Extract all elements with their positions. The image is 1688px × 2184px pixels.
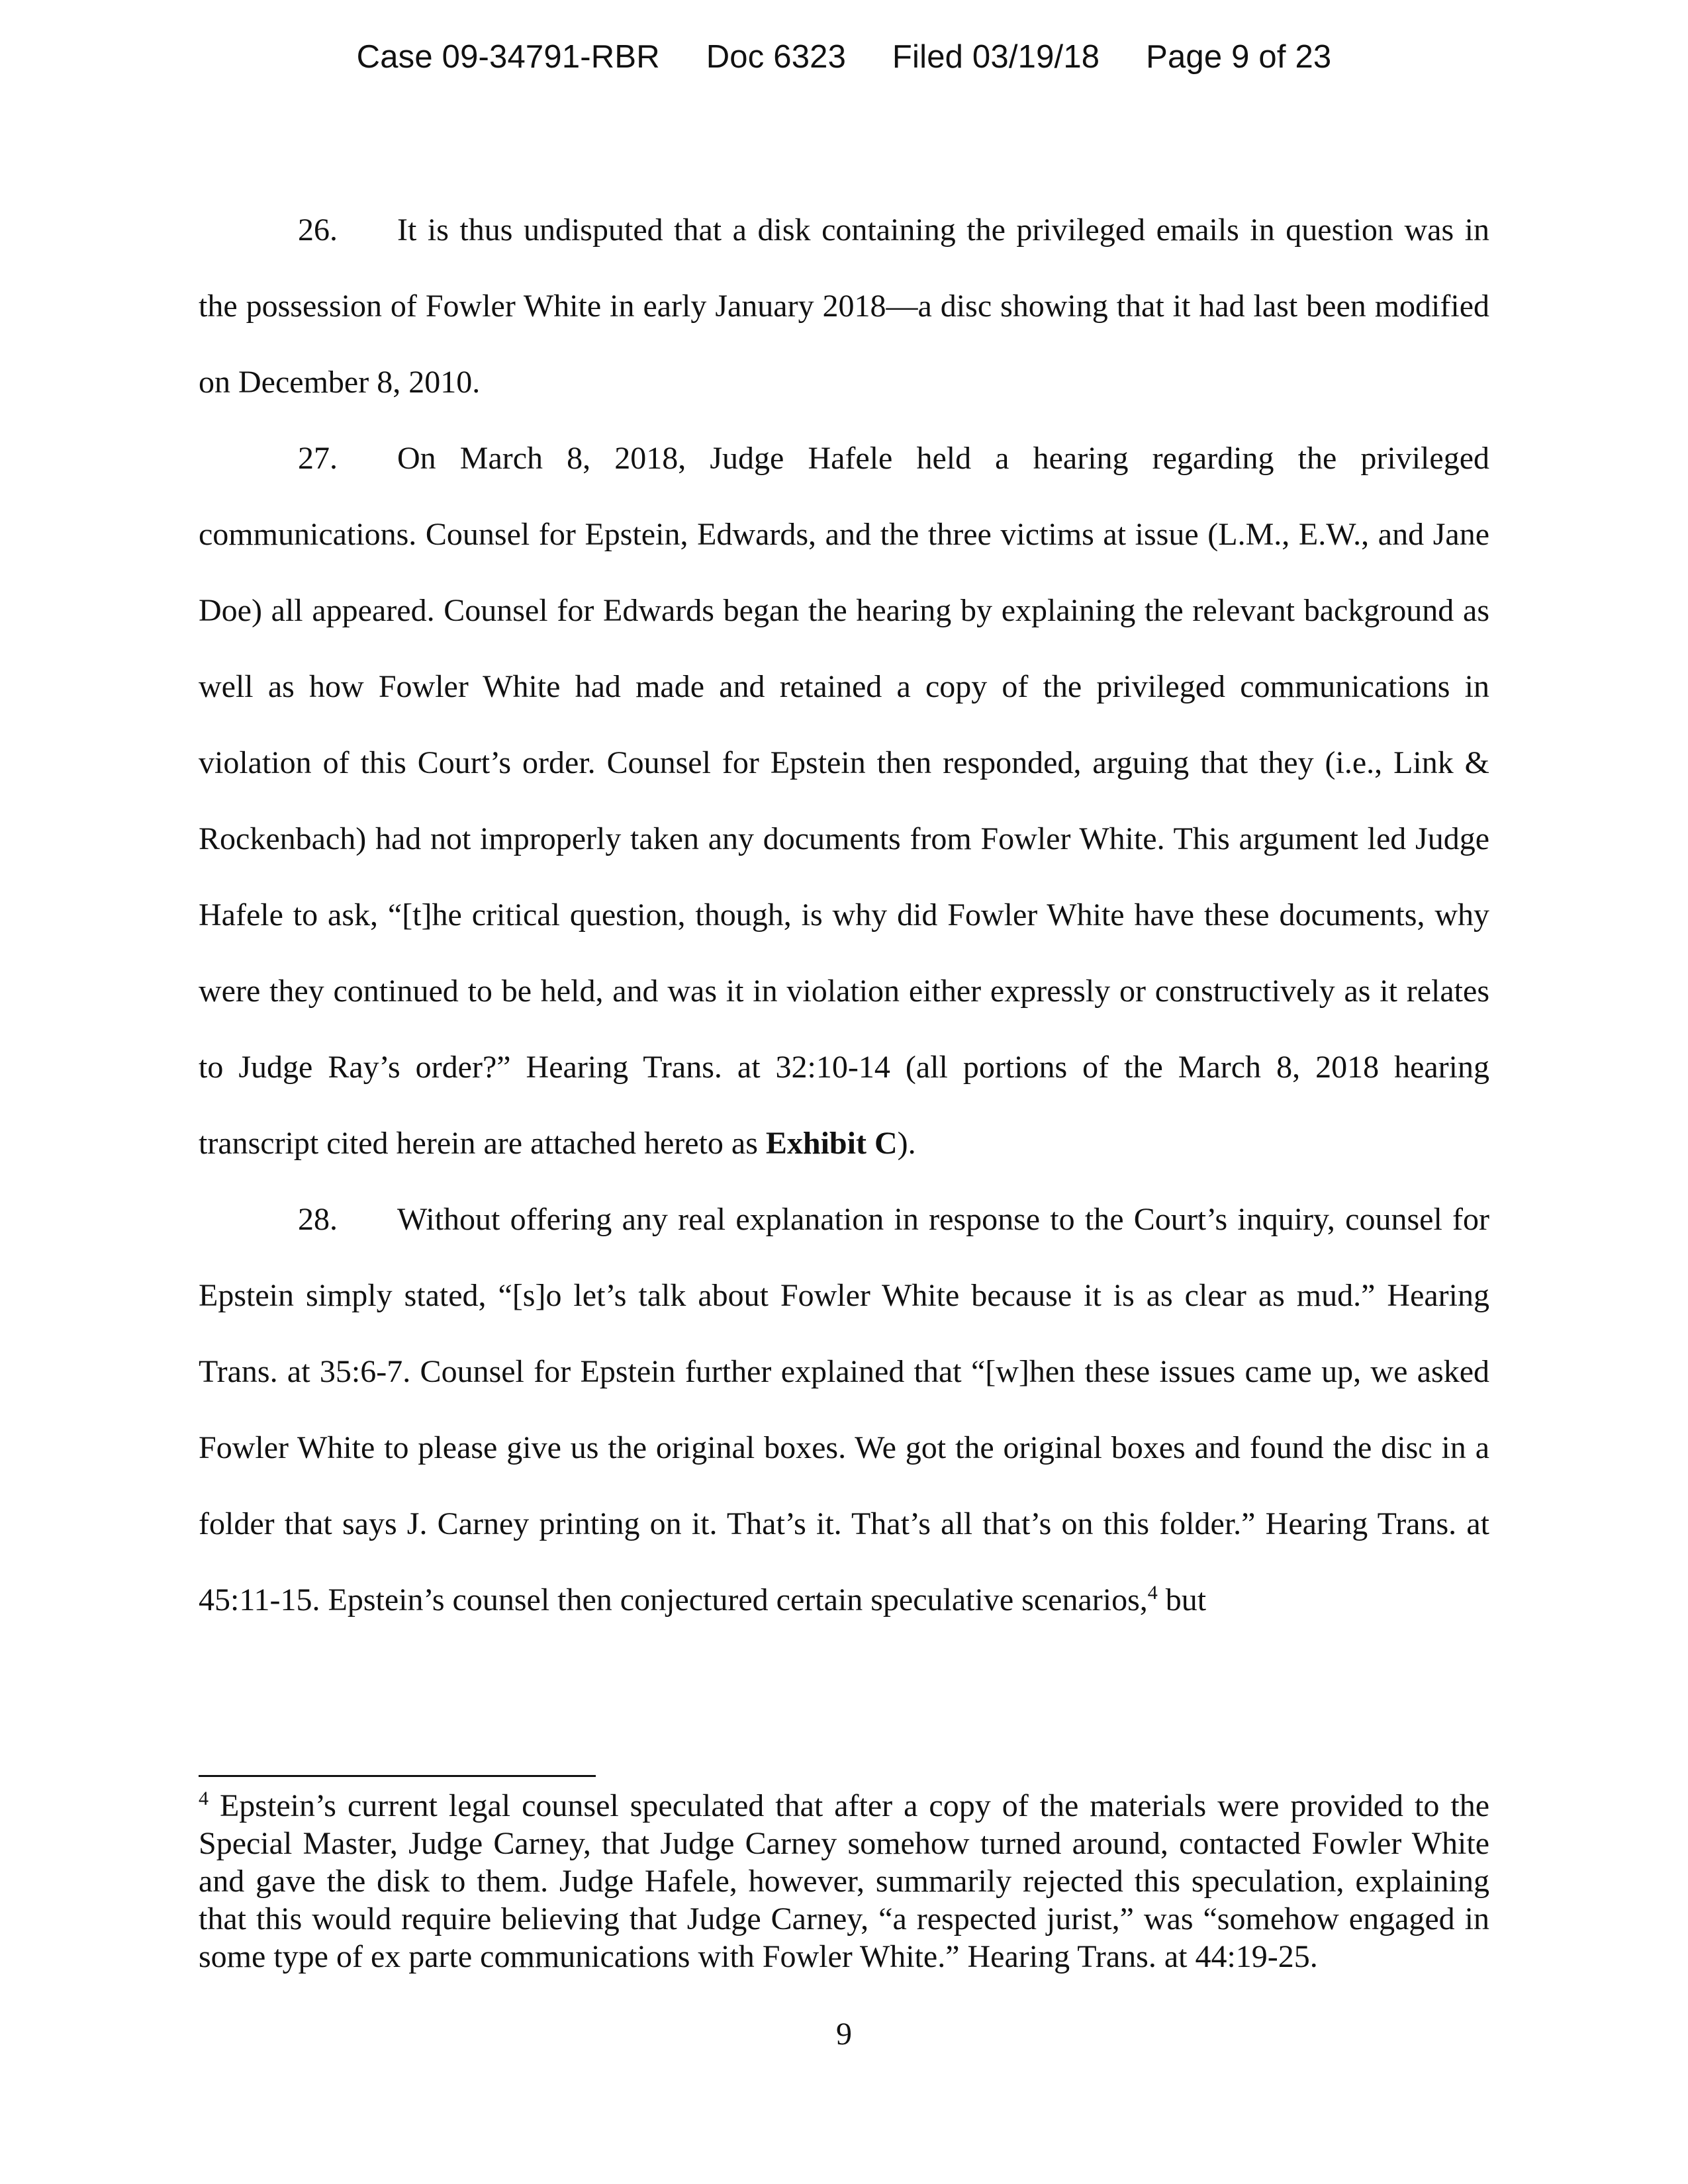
case-header xyxy=(0,38,1688,75)
paragraph-text: Without offering any real explanation in response to the Court’s inquiry, counsel for Epstein simply stated, “[s]o let’s talk about Fowler White because it is as clear as mud.” Hearing Trans. at 35:6-7. Counsel for Epstein further explained that “[w]hen these issues came up, we asked Fowler White to please give us the original boxes. We got the original boxes and found the disc in a folder that says J. Carney printing on it. That’s it. That’s all that’s on this folder.” Hearing Trans. at 45:11-15. Epstein’s counsel then conjectured certain speculative scenarios, xyxy=(199,1202,1489,1617)
paragraph-27 xyxy=(199,420,1489,1181)
filed-date: Filed 03/19/18 xyxy=(892,39,1100,75)
footnote-4 xyxy=(199,1787,1489,1976)
paragraph-text: It is thus undisputed that a disk containing the privileged emails in question was in the possession of Fowler White in early January 2018—a disc showing that it had last been modified on December 8, 2010. xyxy=(199,212,1489,400)
case-number: Case 09-34791-RBR xyxy=(356,39,660,75)
document-body xyxy=(199,192,1489,1638)
paragraph-text: On March 8, 2018, Judge Hafele held a hearing regarding the privileged communications. Counsel for Epstein, Edwards, and the three victims at issue (L.M., E.W., and Jane Doe) all appeared. Counsel for Edwards began the hearing by explaining the relevant background as well as how Fowler White had made and retained a copy of the privileged communications in violation of this Court’s order. Counsel for Epstein then responded, arguing that they (i.e., Link & Rockenbach) had not improperly taken any documents from Fowler White. This argument led Judge Hafele to ask, “[t]he critical question, though, is why did Fowler White have these documents, why were they continued to be held, and was it in violation either expressly or constructively as it relates to Judge Ray’s order?” Hearing Trans. at 32:10-14 (all portions of the March 8, 2018 hearing transcript cited herein are attached hereto as xyxy=(199,441,1489,1161)
paragraph-number: 27. xyxy=(298,441,338,476)
footnote-reference: 4 xyxy=(1147,1582,1158,1604)
paragraph-number: 26. xyxy=(298,212,338,248)
paragraph-28 xyxy=(199,1181,1489,1638)
footnote-separator xyxy=(199,1775,596,1777)
footnote-paragraph xyxy=(199,1787,1489,1976)
footnote-marker: 4 xyxy=(199,1788,209,1809)
footnote-text: Epstein’s current legal counsel speculated that after a copy of the materials were provided to the Special Master, Judge Carney, that Judge Carney somehow turned around, contacted Fowler White and gave the disk to them. Judge Hafele, however, summarily rejected this speculation, explaining that this would require believing that Judge Carney, “a respected jurist,” was “somehow engaged in some type of ex parte communications with Fowler White.” Hearing Trans. at 44:19-25. xyxy=(199,1788,1489,1974)
paragraph-text-end: ). xyxy=(897,1126,916,1161)
paragraph-number: 28. xyxy=(298,1202,338,1237)
exhibit-reference: Exhibit C xyxy=(765,1126,898,1161)
page-number: 9 xyxy=(836,2017,852,2052)
paragraph-text-end: but xyxy=(1157,1582,1207,1617)
doc-number: Doc 6323 xyxy=(706,39,847,75)
page-indicator: Page 9 of 23 xyxy=(1146,39,1332,75)
paragraph-26 xyxy=(199,192,1489,420)
